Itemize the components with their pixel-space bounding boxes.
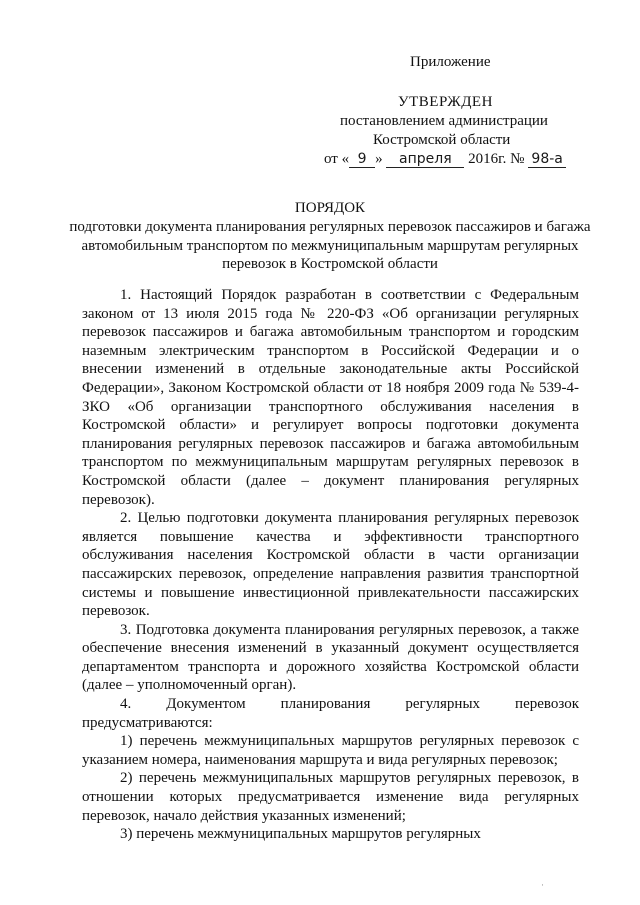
appendix-label: Приложение (410, 54, 491, 70)
page-mark: · (541, 880, 544, 890)
date-year: 2016г. № (468, 151, 525, 167)
date-month: апреля (386, 152, 464, 168)
document-title: ПОРЯДОК (294, 200, 366, 216)
list-item-1: 1) перечень межмуниципальных маршрутов регулярных перевозок с указанием номера, наименования маршрута и вида регулярных перевозок; (82, 733, 579, 768)
resolution-number: 98-а (528, 152, 566, 168)
date-prefix: от « (324, 151, 350, 167)
resolution-label: постановлением администрации (340, 113, 548, 129)
date-mid: » (375, 151, 383, 167)
paragraph-1: 1. Настоящий Порядок разработан в соответствии с Федеральным законом от 13 июля 2015 года № 220-ФЗ «Об организации регулярных перевозок пассажиров и багажа автомобильным транспортом и городским наземным электрическим транспортом в Российской Федерации и о внесении изменений в отдельные законодательные акты Российской Федерации», Законом Костромской области от 18 ноября 2009 года № 539-4-ЗКО «Об организации транспортного обслуживания населения в Костромской области» и регулирует вопросы подготовки документа планирования регулярных перевозок пассажиров и багажа автомобильным транспортом по межмуниципальным маршрутам регулярных перевозок в Костромской области (далее – документ планирования регулярных перевозок). (82, 287, 579, 508)
document-body (82, 286, 579, 844)
list-item-2: 2) перечень межмуниципальных маршрутов регулярных перевозок, в отношении которых предусматривается изменение вида регулярных перевозок, начало действия указанных изменений; (82, 770, 579, 824)
paragraph-2: 2. Целью подготовки документа планирования регулярных перевозок является повышение качества и эффективности транспортного обслуживания населения Костромской области в части организации пассажирских перевозок, определение направления развития транспортной системы и повышение инвестиционной привлекательности пассажирских перевозок. (82, 510, 579, 620)
list-item-3: 3) перечень межмуниципальных маршрутов регулярных (120, 826, 481, 843)
document-subtitle: подготовки документа планирования регулярных перевозок пассажиров и багажа автомобильным транспортом по межмуниципальным маршрутам регулярных перевозок в Костромской области (69, 219, 591, 272)
approved-label: УТВЕРЖДЕН (398, 94, 493, 110)
paragraph-4: 4. Документом планирования регулярных перевозок предусматриваются: (82, 696, 579, 731)
paragraph-3: 3. Подготовка документа планирования регулярных перевозок, а также обеспечение внесения изменений в указанный документ осуществляется департаментом транспорта и дорожного хозяйства Костромской области (далее – уполномоченный орган). (82, 621, 579, 694)
region-label: Костромской области (373, 132, 511, 148)
resolution-date (324, 151, 566, 168)
date-day: 9 (349, 152, 375, 168)
